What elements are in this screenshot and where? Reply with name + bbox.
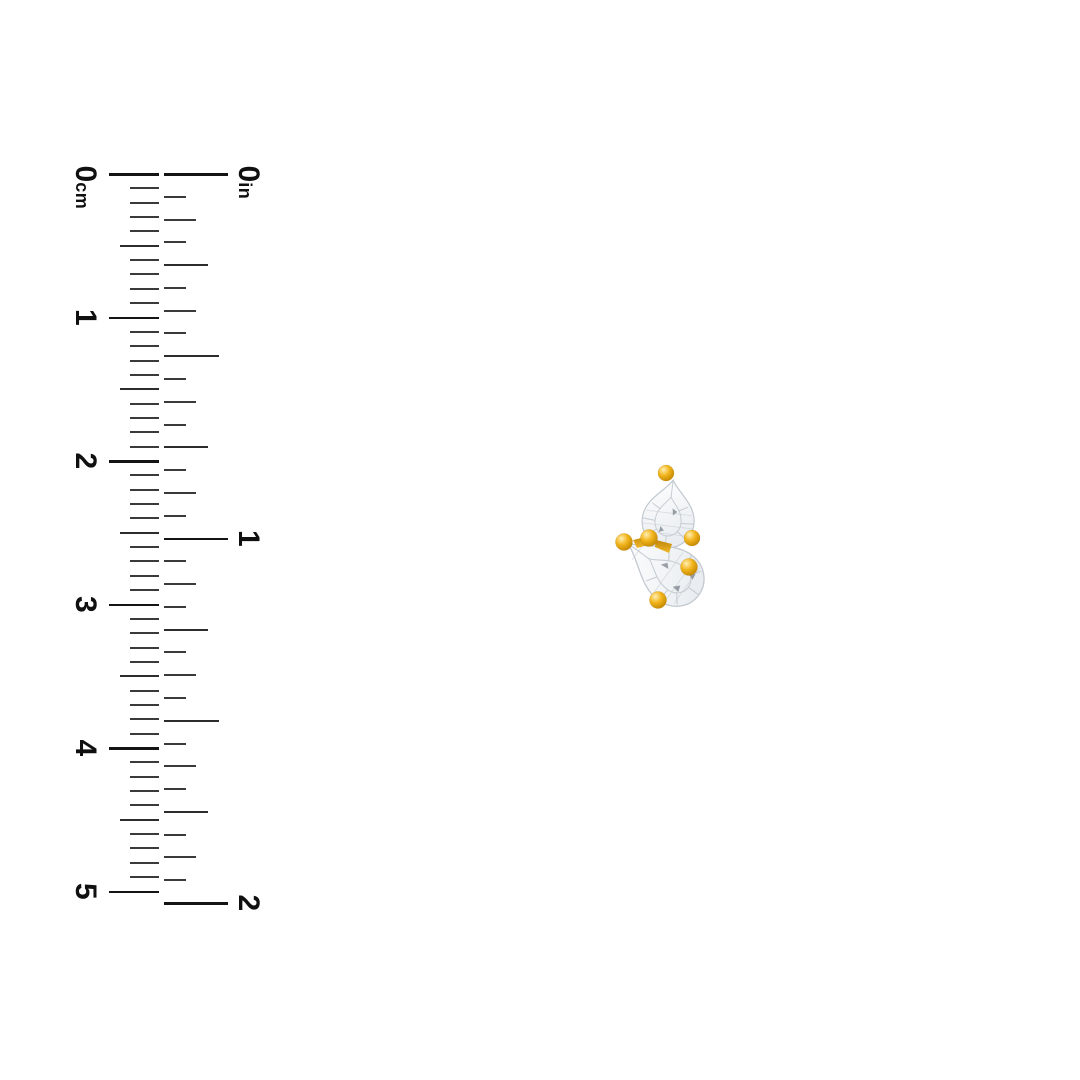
prong-ball bbox=[650, 592, 667, 609]
prong-ball bbox=[681, 559, 698, 576]
ruler-label-3cm: 3 bbox=[69, 596, 102, 613]
ruler-label-0in: 0in bbox=[232, 165, 265, 200]
prong-ball bbox=[641, 530, 658, 547]
ruler-label-2cm: 2 bbox=[69, 452, 102, 470]
prong-ball bbox=[616, 534, 633, 551]
ruler-label-1in: 1 bbox=[232, 530, 265, 547]
ruler-label-1cm: 1 bbox=[69, 309, 102, 326]
ruler-label-0cm: 0cm bbox=[69, 165, 102, 210]
ruler-label-4cm: 4 bbox=[69, 739, 102, 757]
prong-ball bbox=[658, 465, 674, 481]
prong-ball bbox=[684, 530, 700, 546]
ruler-label-5cm: 5 bbox=[69, 883, 102, 900]
ruler-label-2in: 2 bbox=[232, 894, 265, 912]
